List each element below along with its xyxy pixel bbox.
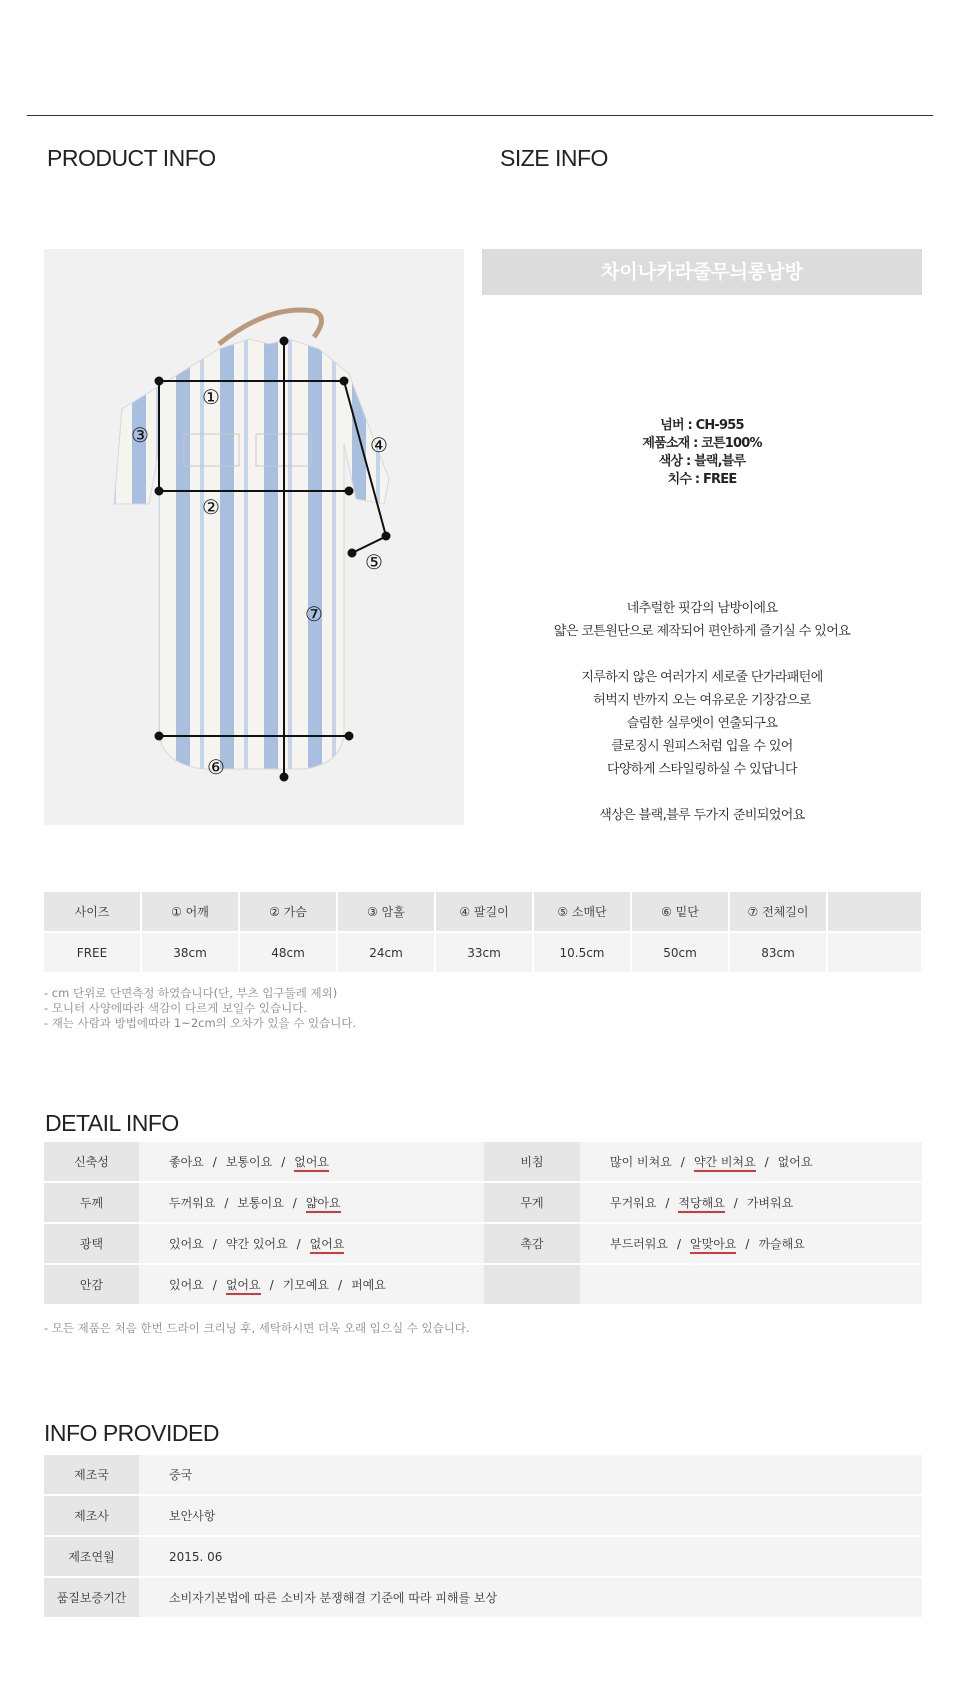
- detail-options: [139, 1142, 484, 1182]
- size-header-cell: [827, 892, 922, 932]
- option-separator: /: [296, 1237, 301, 1251]
- option-separator: /: [292, 1196, 297, 1210]
- info-table: [44, 1455, 922, 1619]
- table-row: [44, 932, 922, 973]
- detail-option-selected: 적당해요: [678, 1196, 724, 1213]
- size-cell: 50cm: [631, 932, 729, 973]
- table-row: [44, 1495, 922, 1536]
- detail-options: [139, 1264, 484, 1305]
- detail-option: 없어요: [777, 1155, 813, 1169]
- size-cell: 83cm: [729, 932, 827, 973]
- detail-label: 무게: [484, 1182, 580, 1223]
- option-separator: /: [676, 1237, 682, 1251]
- detail-options: [580, 1223, 922, 1264]
- detail-label: [484, 1264, 580, 1305]
- option-separator: /: [224, 1196, 229, 1210]
- detail-option: 두꺼워요: [169, 1196, 216, 1210]
- detail-table: [44, 1142, 922, 1306]
- option-separator: /: [212, 1237, 217, 1251]
- description-line: 슬림한 실루엣이 연출되구요: [626, 716, 778, 731]
- info-value: 보안사항: [139, 1495, 922, 1536]
- option-separator: /: [269, 1278, 274, 1292]
- info-value: 소비자기본법에 따른 소비자 분쟁해결 기준에 따라 피해를 보상: [139, 1577, 922, 1618]
- option-separator: /: [745, 1237, 750, 1251]
- option-separator: /: [212, 1155, 217, 1169]
- table-row: [44, 1142, 922, 1182]
- option-separator: /: [764, 1155, 769, 1169]
- detail-option-selected: 없어요: [294, 1155, 329, 1172]
- option-separator: /: [733, 1196, 738, 1210]
- shirt-measure-diagram: [44, 249, 464, 825]
- option-separator: /: [212, 1278, 217, 1292]
- size-header-cell: ④ 팔길이: [435, 892, 533, 932]
- detail-option: 많이 비쳐요: [610, 1155, 672, 1169]
- detail-option: 보통이요: [225, 1155, 273, 1169]
- description-line: 색상은 블랙,블루 두가지 준비되었어요: [599, 808, 805, 823]
- product-photo: [44, 249, 464, 825]
- option-separator: /: [338, 1278, 343, 1292]
- spec-size: 치수 : FREE: [667, 472, 737, 487]
- option-separator: /: [281, 1155, 286, 1169]
- detail-option-selected: 약간 비쳐요: [694, 1155, 756, 1172]
- detail-note: - 모든 제품은 처음 한번 드라이 크리닝 후, 세탁하시면 더욱 오래 입으실 수 있습니다.: [44, 1321, 470, 1335]
- description-line: 네추럴한 핏감의 남방이에요: [626, 601, 778, 616]
- detail-options: [139, 1223, 484, 1264]
- detail-options: [580, 1182, 922, 1223]
- detail-label: 촉감: [484, 1223, 580, 1264]
- detail-label: 비침: [484, 1142, 580, 1182]
- size-info-heading: SIZE INFO: [500, 145, 608, 171]
- size-header-cell: ① 어깨: [141, 892, 239, 932]
- diagram-label-1: ①: [202, 385, 220, 409]
- detail-options: [139, 1182, 484, 1223]
- spec-color: 색상 : 블랙,블루: [658, 454, 746, 469]
- detail-option: 있어요: [169, 1237, 204, 1251]
- diagram-label-7: ⑦: [305, 602, 323, 626]
- info-label: 품질보증기간: [44, 1577, 139, 1618]
- table-row: [44, 1577, 922, 1618]
- diagram-label-3: ③: [131, 423, 149, 447]
- table-row: [44, 1536, 922, 1577]
- detail-option: 약간 있어요: [225, 1237, 288, 1251]
- table-row: [44, 1182, 922, 1223]
- detail-option: 무거워요: [610, 1196, 657, 1210]
- spec-number: 넘버 : CH-955: [660, 418, 744, 433]
- info-label: 제조사: [44, 1495, 139, 1536]
- size-cell: 24cm: [337, 932, 435, 973]
- detail-option: 퍼예요: [351, 1278, 386, 1292]
- description-line: 허벅지 반까지 오는 여유로운 기장감으로: [593, 693, 811, 708]
- size-cell: FREE: [44, 932, 141, 973]
- description-line: 클로징시 원피스처럼 입을 수 있어: [611, 739, 793, 754]
- detail-option: 가벼워요: [746, 1196, 794, 1210]
- size-table-header: [44, 892, 922, 932]
- description-line: 얇은 코튼원단으로 제작되어 편안하게 즐기실 수 있어요: [553, 624, 851, 639]
- size-note: - cm 단위로 단면측정 하였습니다(단, 부츠 입구둘레 제외): [44, 986, 338, 1000]
- detail-label: 신축성: [44, 1142, 139, 1182]
- detail-options: [580, 1142, 922, 1182]
- info-provided-heading: INFO PROVIDED: [44, 1420, 219, 1446]
- detail-option: 기모예요: [282, 1278, 330, 1292]
- diagram-label-2: ②: [202, 495, 220, 519]
- detail-label: 광택: [44, 1223, 139, 1264]
- size-cell: 48cm: [239, 932, 337, 973]
- info-label: 제조연월: [44, 1536, 139, 1577]
- size-cell: [827, 932, 922, 973]
- detail-option-selected: 알맞아요: [690, 1237, 736, 1254]
- table-row: [44, 1223, 922, 1264]
- detail-label: 안감: [44, 1264, 139, 1305]
- detail-option: 부드러워요: [610, 1237, 668, 1251]
- detail-option: 좋아요: [169, 1155, 204, 1169]
- info-value: 중국: [139, 1455, 922, 1495]
- info-label: 제조국: [44, 1455, 139, 1495]
- diagram-label-4: ④: [370, 433, 388, 457]
- size-cell: 38cm: [141, 932, 239, 973]
- size-header-cell: ⑥ 밑단: [631, 892, 729, 932]
- detail-info-heading: DETAIL INFO: [45, 1110, 179, 1136]
- size-cell: 33cm: [435, 932, 533, 973]
- product-name-bar: 차이나카라줄무늬롱남방: [482, 249, 922, 295]
- table-row: [44, 1264, 922, 1305]
- detail-option-selected: 없어요: [226, 1278, 261, 1295]
- detail-option-selected: 없어요: [310, 1237, 345, 1254]
- spec-material: 제품소재 : 코튼100%: [642, 436, 762, 451]
- option-separator: /: [665, 1196, 670, 1210]
- detail-option-selected: 얇아요: [306, 1196, 341, 1213]
- description-line: 지루하지 않은 여러가지 세로줄 단가라패턴에: [581, 670, 823, 685]
- size-header-cell: ③ 암홀: [337, 892, 435, 932]
- size-table: [44, 892, 923, 974]
- top-divider: [27, 115, 933, 116]
- description-line: 다양하게 스타일링하실 수 있답니다: [607, 762, 797, 777]
- detail-label: 두께: [44, 1182, 139, 1223]
- detail-options: [580, 1264, 922, 1305]
- diagram-label-5: ⑤: [365, 550, 383, 574]
- detail-option: 보통이요: [237, 1196, 284, 1210]
- size-cell: 10.5cm: [533, 932, 631, 973]
- size-header-cell: ⑤ 소매단: [533, 892, 631, 932]
- detail-option: 있어요: [169, 1278, 204, 1292]
- size-note: - 재는 사람과 방법에따라 1~2cm의 오차가 있을 수 있습니다.: [44, 1016, 357, 1030]
- size-header-cell: ⑦ 전체길이: [729, 892, 827, 932]
- product-info-heading: PRODUCT INFO: [47, 145, 216, 171]
- info-value: 2015. 06: [139, 1536, 922, 1577]
- size-header-cell: ② 가슴: [239, 892, 337, 932]
- size-header-cell: 사이즈: [44, 892, 141, 932]
- size-note: - 모니터 사양에따라 색감이 다르게 보일수 있습니다.: [44, 1001, 308, 1015]
- table-row: [44, 1455, 922, 1495]
- diagram-label-6: ⑥: [207, 755, 225, 779]
- detail-option: 까슬해요: [758, 1237, 805, 1251]
- hanger-icon: [219, 310, 322, 344]
- option-separator: /: [680, 1155, 685, 1169]
